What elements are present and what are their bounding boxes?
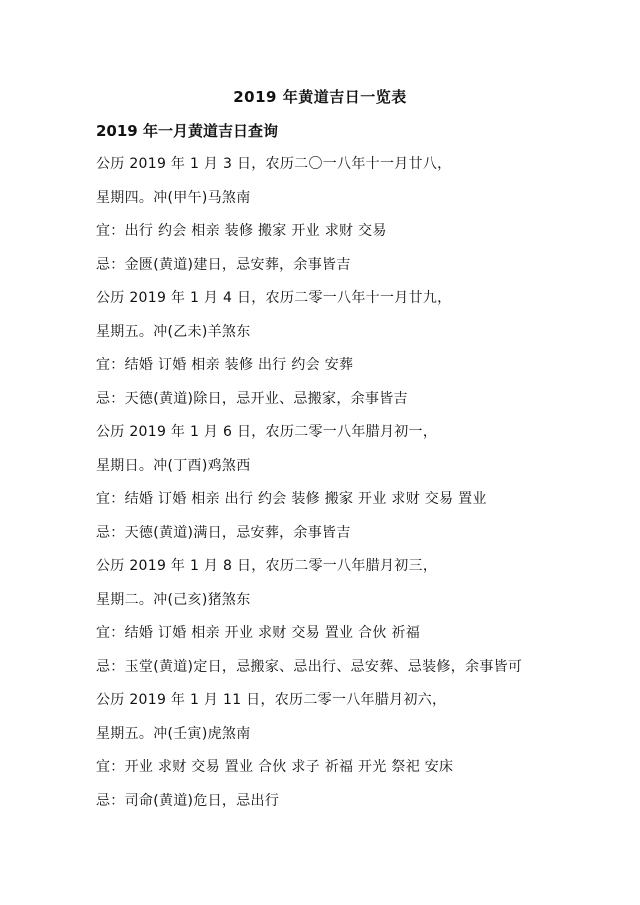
text-line: 宜：出行 约会 相亲 装修 搬家 开业 求财 交易 [96, 223, 387, 239]
text-body [96, 148, 616, 818]
text-line: 公历 2019 年 1 月 6 日，农历二零一八年腊月初一， [96, 424, 438, 440]
text-line: 忌：金匮(黄道)建日，忌安葬，余事皆吉 [96, 256, 351, 273]
text-line: 公历 2019 年 1 月 3 日，农历二〇一八年十一月廿八， [96, 156, 452, 172]
text-line: 公历 2019 年 1 月 8 日，农历二零一八年腊月初三， [96, 558, 438, 574]
text-line: 公历 2019 年 1 月 11 日，农历二零一八年腊月初六， [96, 692, 447, 708]
text-line: 宜：结婚 订婚 相亲 装修 出行 约会 安葬 [96, 357, 354, 373]
text-line: 星期二。冲(己亥)猪煞东 [96, 591, 251, 608]
text-line: 忌：天德(黄道)满日，忌安葬，余事皆吉 [96, 524, 351, 541]
text-line: 星期五。冲(乙未)羊煞东 [96, 323, 251, 340]
section-title: 2019 年一月黄道吉日查询 [96, 122, 278, 140]
text-line: 星期五。冲(壬寅)虎煞南 [96, 725, 251, 742]
text-line: 星期日。冲(丁酉)鸡煞西 [96, 457, 251, 474]
text-line: 宜：开业 求财 交易 置业 合伙 求子 祈福 开光 祭祀 安床 [96, 759, 454, 775]
text-line: 忌：玉堂(黄道)定日，忌搬家、忌出行、忌安葬、忌装修，余事皆可 [96, 658, 523, 675]
text-line: 忌：司命(黄道)危日，忌出行 [96, 792, 280, 809]
text-line: 宜：结婚 订婚 相亲 出行 约会 装修 搬家 开业 求财 交易 置业 [96, 491, 487, 507]
text-line: 宜：结婚 订婚 相亲 开业 求财 交易 置业 合伙 祈福 [96, 625, 420, 641]
text-line: 公历 2019 年 1 月 4 日，农历二零一八年十一月廿九， [96, 290, 452, 306]
text-line: 忌：天德(黄道)除日，忌开业、忌搬家，余事皆吉 [96, 390, 408, 407]
text-line: 星期四。冲(甲午)马煞南 [96, 189, 251, 206]
document-title: 2019 年黄道吉日一览表 [233, 88, 407, 106]
